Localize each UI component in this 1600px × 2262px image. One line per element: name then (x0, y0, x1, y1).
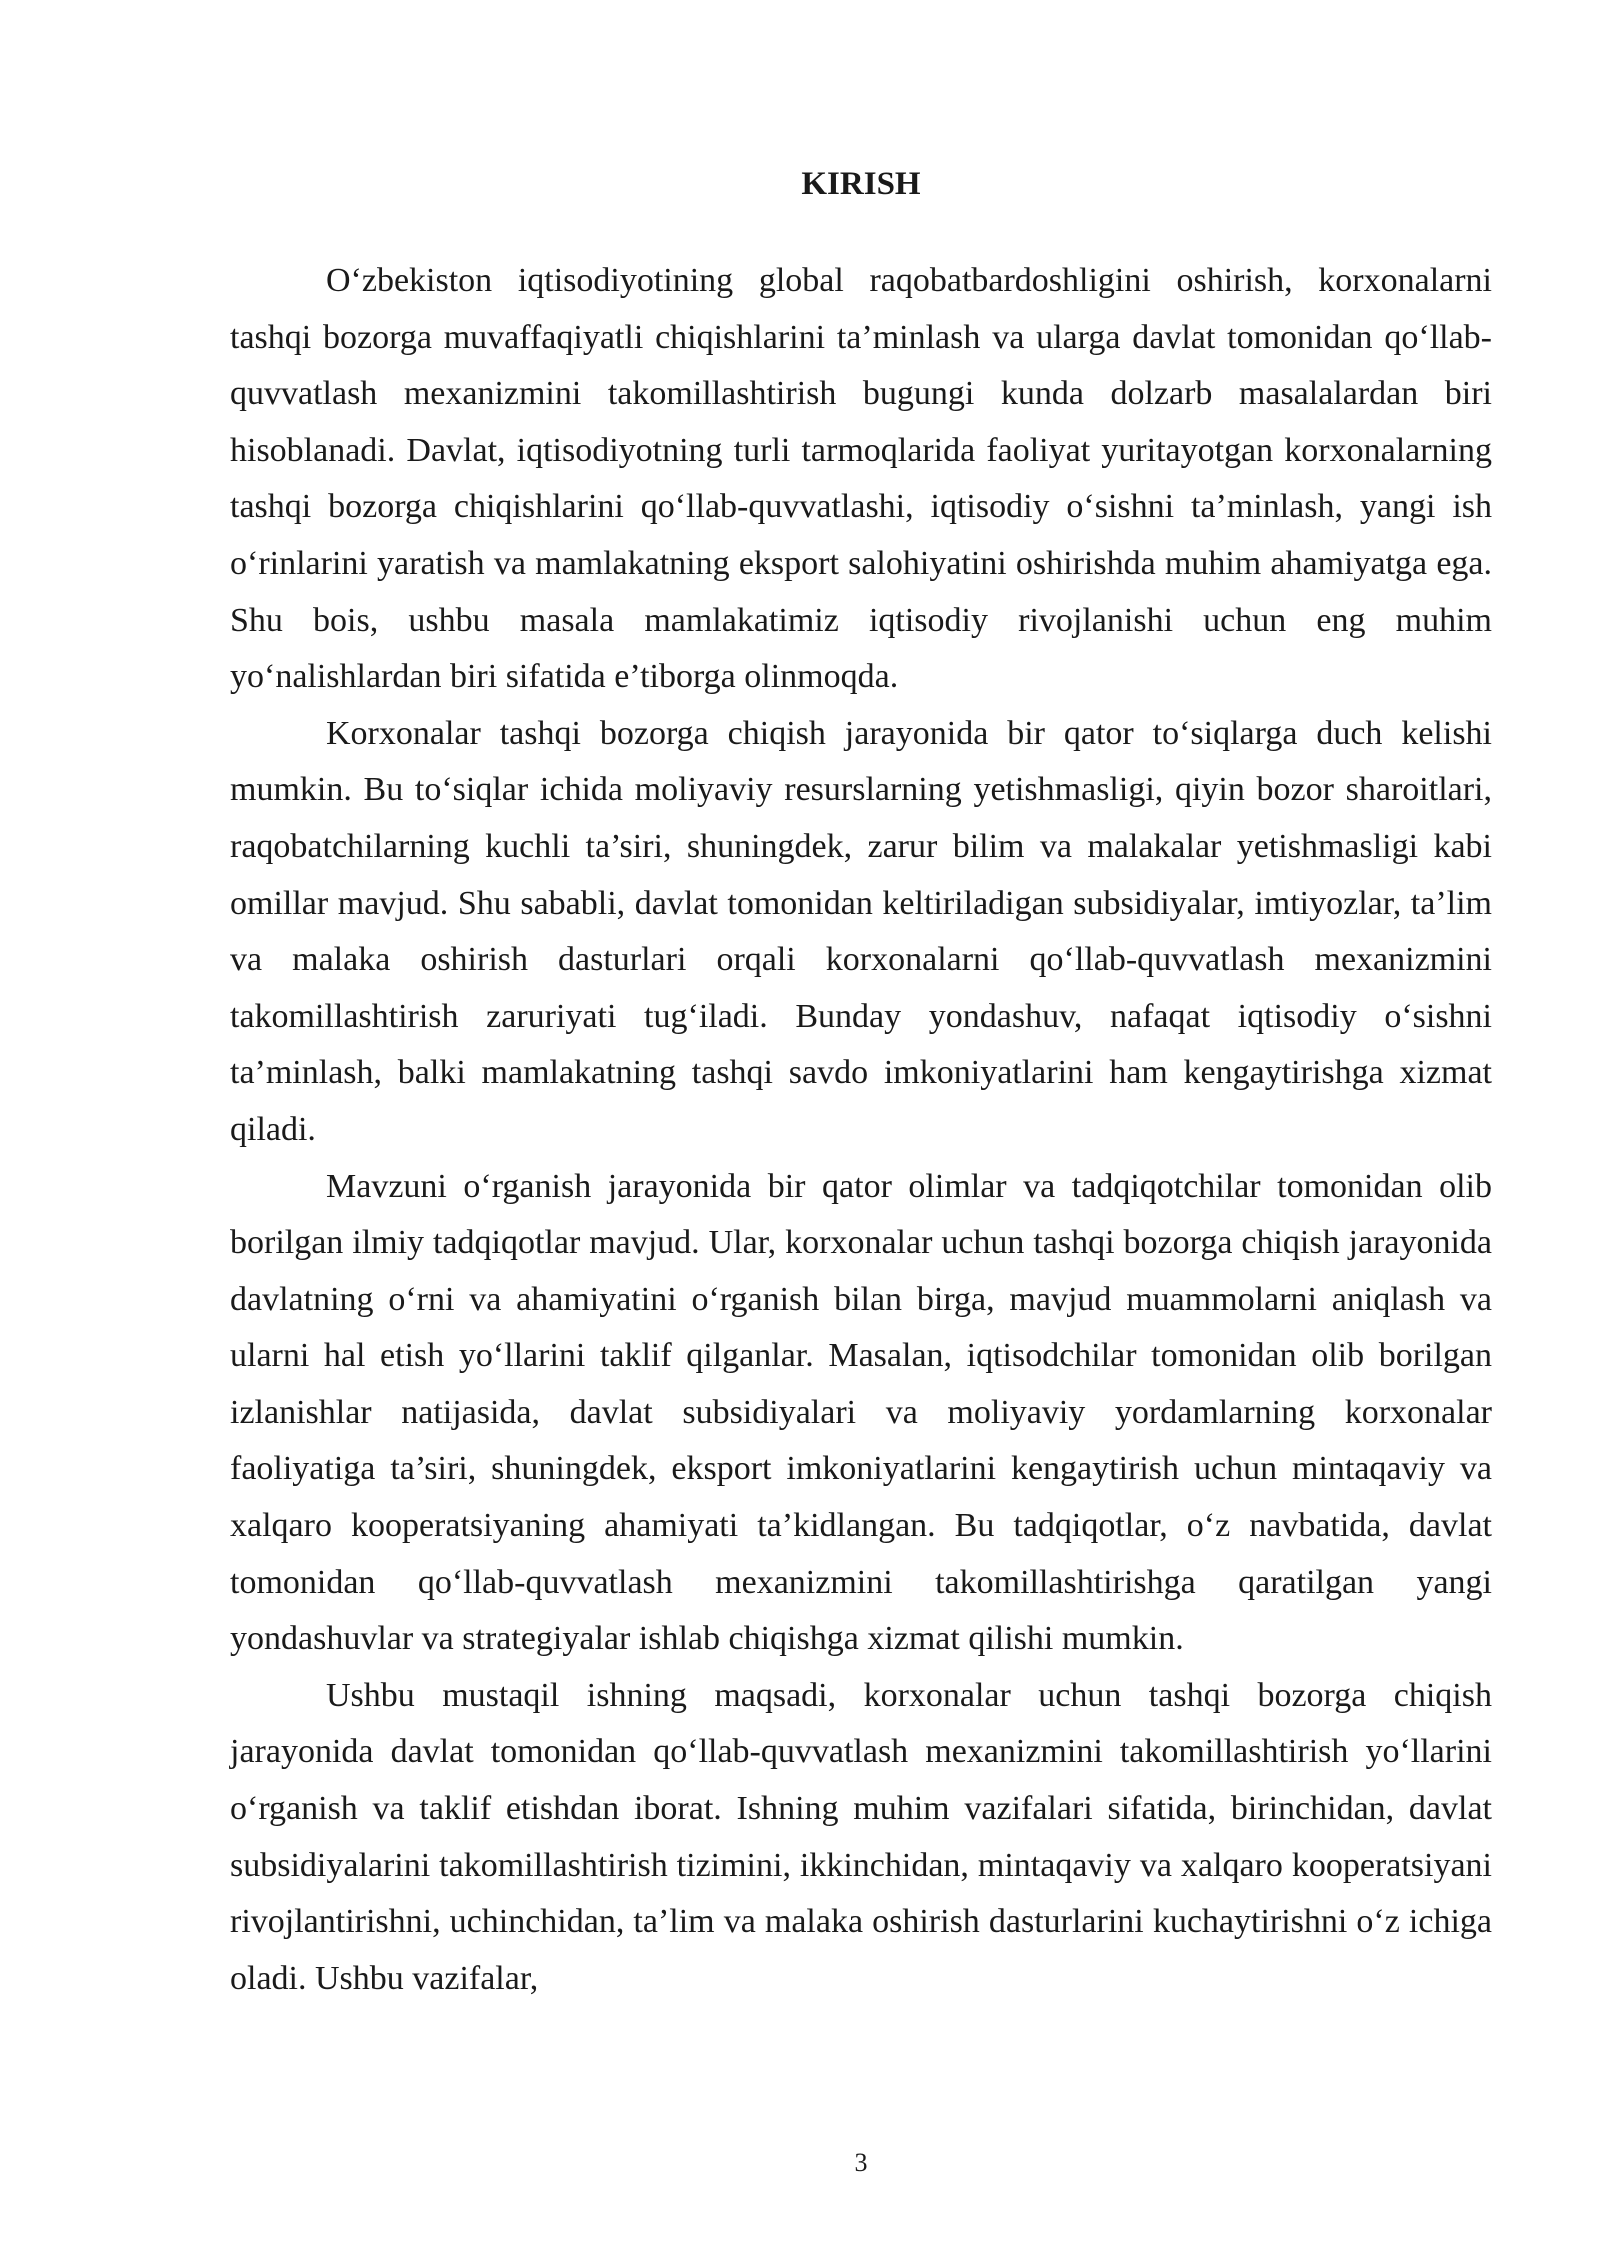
paragraph-3: Mavzuni o‘rganish jarayonida bir qator olimlar va tadqiqotchilar tomonidan olib borilgan ilmiy tadqiqotlar mavjud. Ular, korxonalar uchun tashqi bozorga chiqish jarayonida davlatning o‘rni va ahamiyatini o‘rganish bilan birga, mavjud muammolarni aniqlash va ularni hal etish yo‘llarini taklif qilganlar. Masalan, iqtisodchilar tomonidan olib borilgan izlanishlar natijasida, davlat subsidiyalari va moliyaviy yordamlarning korxonalar faoliyatiga ta’siri, shuningdek, eksport imkoniyatlarini kengaytirish uchun mintaqaviy va xalqaro kooperatsiyaning ahamiyati ta’kidlangan. Bu tadqiqotlar, o‘z navbatida, davlat tomonidan qo‘llab-quvvatlash mexanizmini takomillashtirishga qaratilgan yangi yondashuvlar va strategiyalar ishlab chiqishga xizmat qilishi mumkin. (230, 1167, 1492, 1658)
document-body (230, 253, 1492, 2007)
paragraph-4: Ushbu mustaqil ishning maqsadi, korxonalar uchun tashqi bozorga chiqish jarayonida davlat tomonidan qo‘llab-quvvatlash mexanizmini takomillashtirish yo‘llarini o‘rganish va taklif etishdan iborat. Ishning muhim vazifalari sifatida, birinchidan, davlat subsidiyalarini takomillashtirish tizimini, ikkinchidan, mintaqaviy va xalqaro kooperatsiyani rivojlantirishni, uchinchidan, ta’lim va malaka oshirish dasturlarini kuchaytirishni o‘z ichiga oladi. Ushbu vazifalar, (230, 1676, 1492, 1997)
section-title: KIRISH (801, 166, 921, 202)
paragraph-1: O‘zbekiston iqtisodiyotining global raqobatbardoshligini oshirish, korxonalarni tashqi bozorga muvaffaqiyatli chiqishlarini ta’minlash va ularga davlat tomonidan qo‘llab-quvvatlash mexanizmini takomillashtirish bugungi kunda dolzarb masalalardan biri hisoblanadi. Davlat, iqtisodiyotning turli tarmoqlarida faoliyat yuritayotgan korxonalarning tashqi bozorga chiqishlarini qo‘llab-quvvatlashi, iqtisodiy o‘sishni ta’minlash, yangi ish o‘rinlarini yaratish va mamlakatning eksport salohiyatini oshirishda muhim ahamiyatga ega. Shu bois, ushbu masala mamlakatimiz iqtisodiy rivojlanishi uchun eng muhim yo‘nalishlardan biri sifatida e’tiborga olinmoqda. (230, 262, 1492, 696)
page-number: 3 (854, 2148, 868, 2177)
paragraph-2: Korxonalar tashqi bozorga chiqish jarayonida bir qator to‘siqlarga duch kelishi mumkin. Bu to‘siqlar ichida moliyaviy resurslarning yetishmasligi, qiyin bozor sharoitlari, raqobatchilarning kuchli ta’siri, shuningdek, zarur bilim va malakalar yetishmasligi kabi omillar mavjud. Shu sababli, davlat tomonidan keltiriladigan subsidiyalar, imtiyozlar, ta’lim va malaka oshirish dasturlari orqali korxonalarni qo‘llab-quvvatlash mexanizmini takomillashtirish zaruriyati tug‘iladi. Bunday yondashuv, nafaqat iqtisodiy o‘sishni ta’minlash, balki mamlakatning tashqi savdo imkoniyatlarini ham kengaytirishga xizmat qiladi. (230, 714, 1492, 1148)
